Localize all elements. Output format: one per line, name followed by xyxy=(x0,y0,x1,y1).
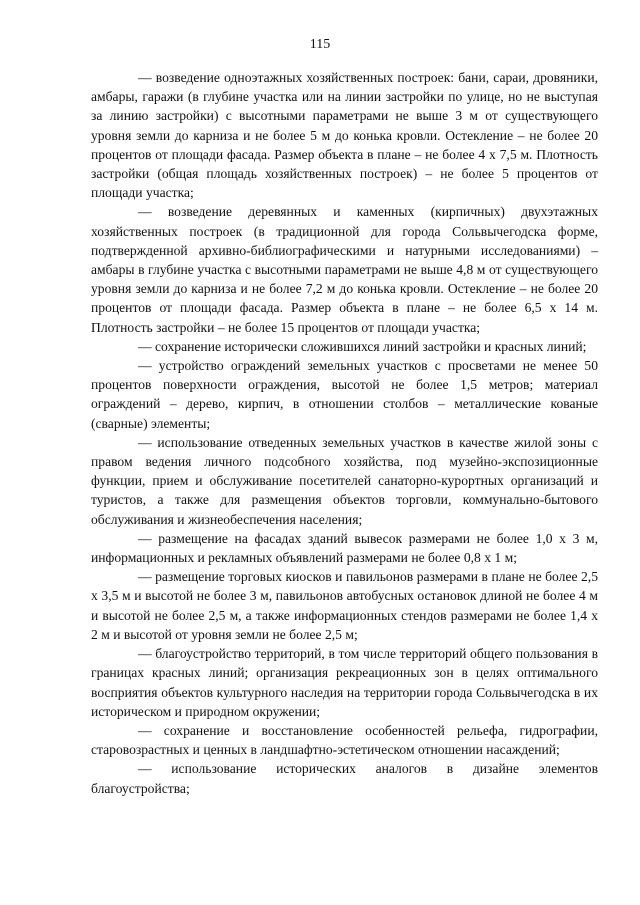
paragraph-outbuildings-two-storey: — возведение деревянных и каменных (кирпичных) двухэтажных хозяйственных построек (в традиционной для города Сольвычегодска форме, подтвержденной архивно-библиографическими и натурными исследованиями) – амбары в глубине участка с высотными параметрами не выше 4,8 м от существующего уровня земли до карниза и не более 7,2 м до конька кровли. Остекление – не более 20 процентов от площади фасада. Размер объекта в плане – не более 6,5 х 14 м. Плотность застройки – не более 15 процентов от площади участка; xyxy=(91,204,598,335)
paragraph-outbuildings-single-storey: — возведение одноэтажных хозяйственных построек: бани, сараи, дровяники, амбары, гаражи (в глубине участка или на линии застройки по улице, но не выступая за линию застройки) с высотными параметрами не выше 3 м от существующего уровня земли до карниза и не более 5 м до конька кровли. Остекление – не более 20 процентов от площади фасада. Размер объекта в плане – не более 4 х 7,5 м. Плотность застройки (общая площадь хозяйственных построек) – не более 5 процентов от площади участка; xyxy=(91,70,598,201)
paragraph-relief-preservation: — сохранение и восстановление особенностей рельефа, гидрографии, старовозрастных и ценных в ландшафтно-эстетическом отношении насаждений; xyxy=(91,722,598,758)
paragraph-building-lines: — сохранение исторически сложившихся линий застройки и красных линий; xyxy=(138,338,587,354)
paragraph-fences: — устройство ограждений земельных участков с просветами не менее 50 процентов поверхности ограждения, высотой не более 1,5 метров; материал ограждений – дерево, кирпич, в отношении столбов – металлические кованые (сварные) элементы; xyxy=(91,358,598,431)
paragraph-kiosks: — размещение торговых киосков и павильонов размерами в плане не более 2,5 х 3,5 м и высотой не более 3 м, павильонов автобусных остановок длиной не более 4 м и высотой не более 2,5 м, а также информационных стендов размерами не более 1,4 х 2 м и высотой от уровня земли не более 2,5 м; xyxy=(91,569,598,642)
paragraph-landscaping: — благоустройство территорий, в том числе территорий общего пользования в границах красных линий; организация рекреационных зон в целях оптимального восприятия объектов культурного наследия на территории города Сольвычегодска в их историческом и природном окружении; xyxy=(91,646,598,719)
page-number: 115 xyxy=(309,37,331,52)
document-body xyxy=(91,68,598,798)
paragraph-land-use: — использование отведенных земельных участков в качестве жилой зоны с правом ведения личного подсобного хозяйства, под музейно-экспозиционные функции, прием и обслуживание посетителей санаторно-курортных организаций и туристов, а также для размещения объектов торговли, коммунально-бытового обслуживания и жизнеобеспечения населения; xyxy=(91,434,598,527)
paragraph-signs: — размещение на фасадах зданий вывесок размерами не более 1,0 х 3 м, информационных и рекламных объявлений размерами не более 0,8 х 1 м; xyxy=(91,530,598,566)
paragraph-historical-analogs: — использование исторических аналогов в дизайне элементов благоустройства; xyxy=(91,761,598,796)
